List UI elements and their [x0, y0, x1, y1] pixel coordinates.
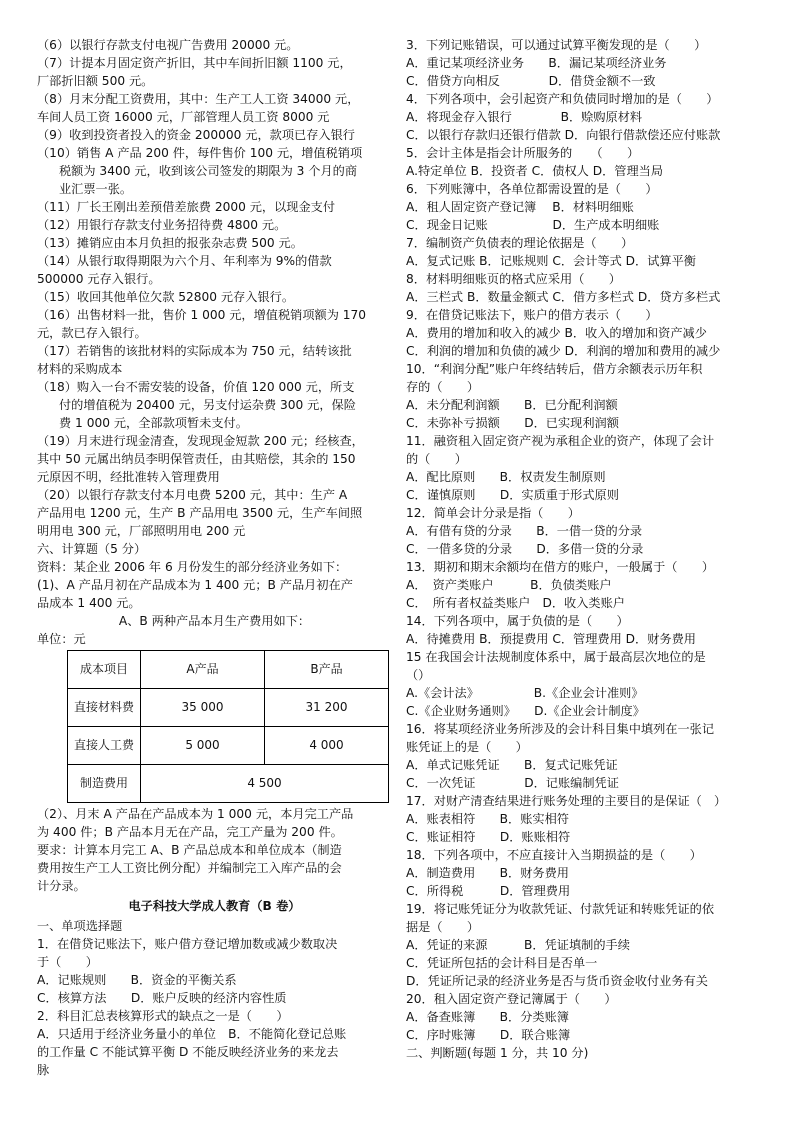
table-header-row	[68, 651, 389, 689]
text-line: 车间人员工资 16000 元，厂部管理人员工资 8000 元	[37, 110, 330, 124]
text-line: A．复式记账 B．记账规则 C．会计等式 D．试算平衡	[406, 254, 696, 268]
text-line: 账凭证上的是（ ）	[406, 740, 528, 754]
table-row	[68, 689, 389, 727]
text-line: 3．下列记账错误，可以通过试算平衡发现的是（ ）	[406, 38, 707, 52]
text-line: 11．融资租入固定资产视为承租企业的资产，体现了会计	[406, 434, 715, 448]
text-line: 存的（ ）	[406, 380, 480, 394]
text-line: 18．下列各项中，不应直接计入当期损益的是（ ）	[406, 848, 702, 862]
text-line: 税额为 3400 元，收到该公司签发的期限为 3 个月的商	[59, 164, 358, 178]
text-line: 6．下列账簿中，各单位都需设置的是（ ）	[406, 182, 658, 196]
unit-label: 单位：元	[37, 632, 86, 646]
text-line: A．备查账簿 B．分类账簿	[406, 1010, 569, 1024]
text-line: （9）收到投资者投入的资金 200000 元，款项已存入银行	[37, 128, 355, 142]
text-line: C．以银行存款归还银行借款 D．向银行借款偿还应付账款	[406, 128, 721, 142]
text-line: A．记账规则 B．资金的平衡关系	[37, 973, 237, 987]
text-line: A．重记某项经济业务 B．漏记某项经济业务	[406, 56, 667, 70]
text-line: （11）厂长王刚出差预借差旅费 2000 元，以现金支付	[37, 200, 336, 214]
text-line: A．费用的增加和收入的减少 B．收入的增加和资产减少	[406, 326, 707, 340]
text-line: （19）月末进行现金清查，发现现金短款 200 元；经核查，	[37, 434, 364, 448]
section-title: 电子科技大学成人教育（B 卷）	[128, 899, 301, 913]
text-line: （6）以银行存款支付电视广告费用 20000 元。	[37, 38, 299, 52]
text-line: C．利润的增加和负债的减少 D．利润的增加和费用的减少	[406, 344, 721, 358]
text-line: （17）若销售的该批材料的实际成本为 750 元，结转该批	[37, 344, 352, 358]
text-line: 20．租入固定资产登记簿属于（ ）	[406, 992, 617, 1006]
text-line: C．未弥补亏损额 D．已实现利润额	[406, 416, 619, 430]
text-line: C． 所有者权益类账户 D．收入类账户	[406, 596, 625, 610]
text-line: 业汇票一张。	[59, 182, 133, 196]
text-line: 脉	[37, 1063, 50, 1077]
text-line: 10．“利润分配”账户年终结转后，借方余额表示历年积	[406, 362, 703, 376]
text-line: （12）用银行存款支付业务招待费 4800 元。	[37, 218, 287, 232]
text-line: A．制造费用 B．财务费用	[406, 866, 569, 880]
text-line: 的工作量 C 不能试算平衡 D 不能反映经济业务的来龙去	[37, 1045, 339, 1059]
text-line: A．未分配利润额 B．已分配利润额	[406, 398, 618, 412]
text-line: C．谨慎原则 D．实质重于形式原则	[406, 488, 619, 502]
text-line: C.《企业财务通则》 D.《企业会计制度》	[406, 704, 645, 718]
text-line: A．租人固定资产登记簿 B．材料明细账	[406, 200, 634, 214]
text-line: （10）销售 A 产品 200 件，每件售价 100 元，增值税销项	[37, 146, 363, 160]
text-line: 费用按生产工人工资比例分配）并编制完工入库产品的会	[37, 861, 342, 875]
text-line: 元原因不明，经批准转入管理费用	[37, 470, 220, 484]
text-line: A．只适用于经济业务量小的单位 B．不能简化登记总账	[37, 1027, 347, 1041]
text-line: 六、计算题（5 分）	[37, 542, 147, 556]
text-line: 品成本 1 400 元。	[37, 596, 141, 610]
text-line: 14．下列各项中，属于负债的是（ ）	[406, 614, 629, 628]
text-line: (1)、A 产品月初在产品成本为 1 400 元；B 产品月初在产	[37, 578, 353, 592]
text-line: 于（ ）	[37, 955, 98, 969]
text-line: （13）摊销应由本月负担的报张杂志费 500 元。	[37, 236, 303, 250]
text-line: C．一次凭证 D．记账编制凭证	[406, 776, 619, 790]
text-line: （20）以银行存款支付本月电费 5200 元，其中：生产 A	[37, 488, 348, 502]
text-line: 19．将记账凭证分为收款凭证、付款凭证和转账凭证的依	[406, 902, 715, 916]
text-line: A．配比原则 B．权责发生制原则	[406, 470, 606, 484]
cell-b-material: 31 200	[265, 689, 389, 727]
text-line: （2）、月末 A 产品在产品成本为 1 000 元，本月完工产品	[37, 807, 354, 821]
text-line: 要求：计算本月完工 A、B 产品总成本和单位成本（制造	[37, 843, 342, 857]
text-line: 17．对财产清查结果进行账务处理的主要目的是保证（ ）	[406, 794, 727, 808]
text-line: A.特定单位 B．投资者 C．债权人 D．管理当局	[406, 164, 664, 178]
business-items-list	[37, 36, 392, 612]
text-line: 据是（ ）	[406, 920, 480, 934]
text-line: 为 400 件；B 产品本月无在产品，完工产量为 200 件。	[37, 825, 343, 839]
text-line: C．核算方法 D．账户反映的经济内容性质	[37, 991, 287, 1005]
right-column	[406, 36, 764, 1062]
text-line: （）	[406, 668, 431, 682]
text-line: 费 1 000 元，全部款项暂未支付。	[59, 416, 248, 430]
cell-a-labor: 5 000	[141, 727, 265, 765]
text-line: A．账表相符 B．账实相符	[406, 812, 569, 826]
requirements-list	[37, 805, 392, 895]
text-line: 1．在借贷记账法下，账户借方登记增加数或减少数取决	[37, 937, 338, 951]
text-line: 8．材料明细账页的格式应采用（ ）	[406, 272, 621, 286]
choice-questions-list	[37, 917, 392, 1079]
cell-b-labor: 4 000	[265, 727, 389, 765]
text-line: A． 资产类账户 B．负债类账户	[406, 578, 612, 592]
cell-a-material: 35 000	[141, 689, 265, 727]
text-line: A．待摊费用 B．预提费用 C．管理费用 D．财务费用	[406, 632, 696, 646]
text-line: A．将现金存入银行 B．赊购原材料	[406, 110, 643, 124]
table-caption: A、B 两种产品本月生产费用如下：	[118, 614, 311, 628]
text-line: C．借贷方向相反 D．借贷金额不一致	[406, 74, 656, 88]
text-line: D．凭证所记录的经济业务是否与货币资金收付业务有关	[406, 974, 708, 988]
text-line: 明用电 300 元，厂部照明用电 200 元	[37, 524, 246, 538]
text-line: 500000 元存入银行。	[37, 272, 161, 286]
row-label-material: 直接材料费	[68, 689, 141, 727]
text-line: （7）计提本月固定资产折旧，其中车间折旧额 1100 元，	[37, 56, 352, 70]
text-line: （16）出售材料一批，售价 1 000 元，增值税销项额为 170	[37, 308, 367, 322]
row-label-labor: 直接人工费	[68, 727, 141, 765]
text-line: 16．将某项经济业务所涉及的会计科目集中填列在一张记	[406, 722, 715, 736]
header-product-a: A产品	[141, 651, 265, 689]
cell-overhead-total: 4 500	[141, 765, 389, 803]
text-line: A.《会计法》 B.《企业会计准则》	[406, 686, 644, 700]
choice-questions-list	[406, 36, 764, 1062]
header-cost-item: 成本项目	[68, 651, 141, 689]
text-line: 资料：某企业 2006 年 6 月份发生的部分经济业务如下：	[37, 560, 348, 574]
text-line: A．三栏式 B．数量金额式 C．借方多栏式 D．贷方多栏式	[406, 290, 721, 304]
text-line: 产品用电 1200 元，生产 B 产品用电 3500 元，生产车间照	[37, 506, 363, 520]
text-line: 的（ ）	[406, 452, 467, 466]
text-line: 厂部折旧额 500 元。	[37, 74, 154, 88]
text-line: （15）收回其他单位欠款 52800 元存入银行。	[37, 290, 295, 304]
text-line: C．序时账簿 D．联合账簿	[406, 1028, 571, 1042]
text-line: 7．编制资产负债表的理论依据是（ ）	[406, 236, 634, 250]
text-line: 5．会计主体是指会计所服务的 （ ）	[406, 146, 640, 160]
text-line: （14）从银行取得期限为六个月、年利率为 9%的借款	[37, 254, 332, 268]
text-line: 13．期初和期末余额均在借方的账户，一般属于（ ）	[406, 560, 715, 574]
text-line: 15 在我国会计法规制度体系中，属于最高层次地位的是	[406, 650, 706, 664]
text-line: （18）购入一台不需安装的设备，价值 120 000 元，所支	[37, 380, 355, 394]
text-line: C．账证相符 D．账账相符	[406, 830, 571, 844]
text-line: （8）月末分配工资费用，其中：生产工人工资 34000 元，	[37, 92, 360, 106]
text-line: 2．科目汇总表核算形式的缺点之一是（ ）	[37, 1009, 289, 1023]
text-line: 二、判断题(每题 1 分，共 10 分)	[406, 1046, 589, 1060]
text-line: 4．下列各项中，会引起资产和负债同时增加的是（ ）	[406, 92, 719, 106]
text-line: 材料的采购成本	[37, 362, 123, 376]
text-line: 元，款已存入银行。	[37, 326, 147, 340]
text-line: C．现金日记账 D．生产成本明细账	[406, 218, 660, 232]
left-column	[37, 36, 392, 1079]
text-line: 一、单项选择题	[37, 919, 123, 933]
text-line: A．有借有贷的分录 B．一借一贷的分录	[406, 524, 643, 538]
row-label-overhead: 制造费用	[68, 765, 141, 803]
text-line: C．凭证所包括的会计科目是否单一	[406, 956, 598, 970]
text-line: A．凭证的来源 B．凭证填制的手续	[406, 938, 630, 952]
table-row	[68, 765, 389, 803]
text-line: 付的增值税为 20400 元，另支付运杂费 300 元，保险	[59, 398, 356, 412]
cost-table	[67, 650, 389, 803]
text-line: 计分录。	[37, 879, 86, 893]
text-line: A．单式记账凭证 B．复式记账凭证	[406, 758, 618, 772]
table-row	[68, 727, 389, 765]
text-line: C．一借多贷的分录 D．多借一贷的分录	[406, 542, 644, 556]
header-product-b: B产品	[265, 651, 389, 689]
text-line: 12．简单会计分录是指（ ）	[406, 506, 580, 520]
text-line: 其中 50 元属出纳员李明保管责任，由其赔偿，其余的 150	[37, 452, 356, 466]
text-line: C．所得税 D．管理费用	[406, 884, 571, 898]
text-line: 9．在借贷记账法下，账户的借方表示（ ）	[406, 308, 658, 322]
